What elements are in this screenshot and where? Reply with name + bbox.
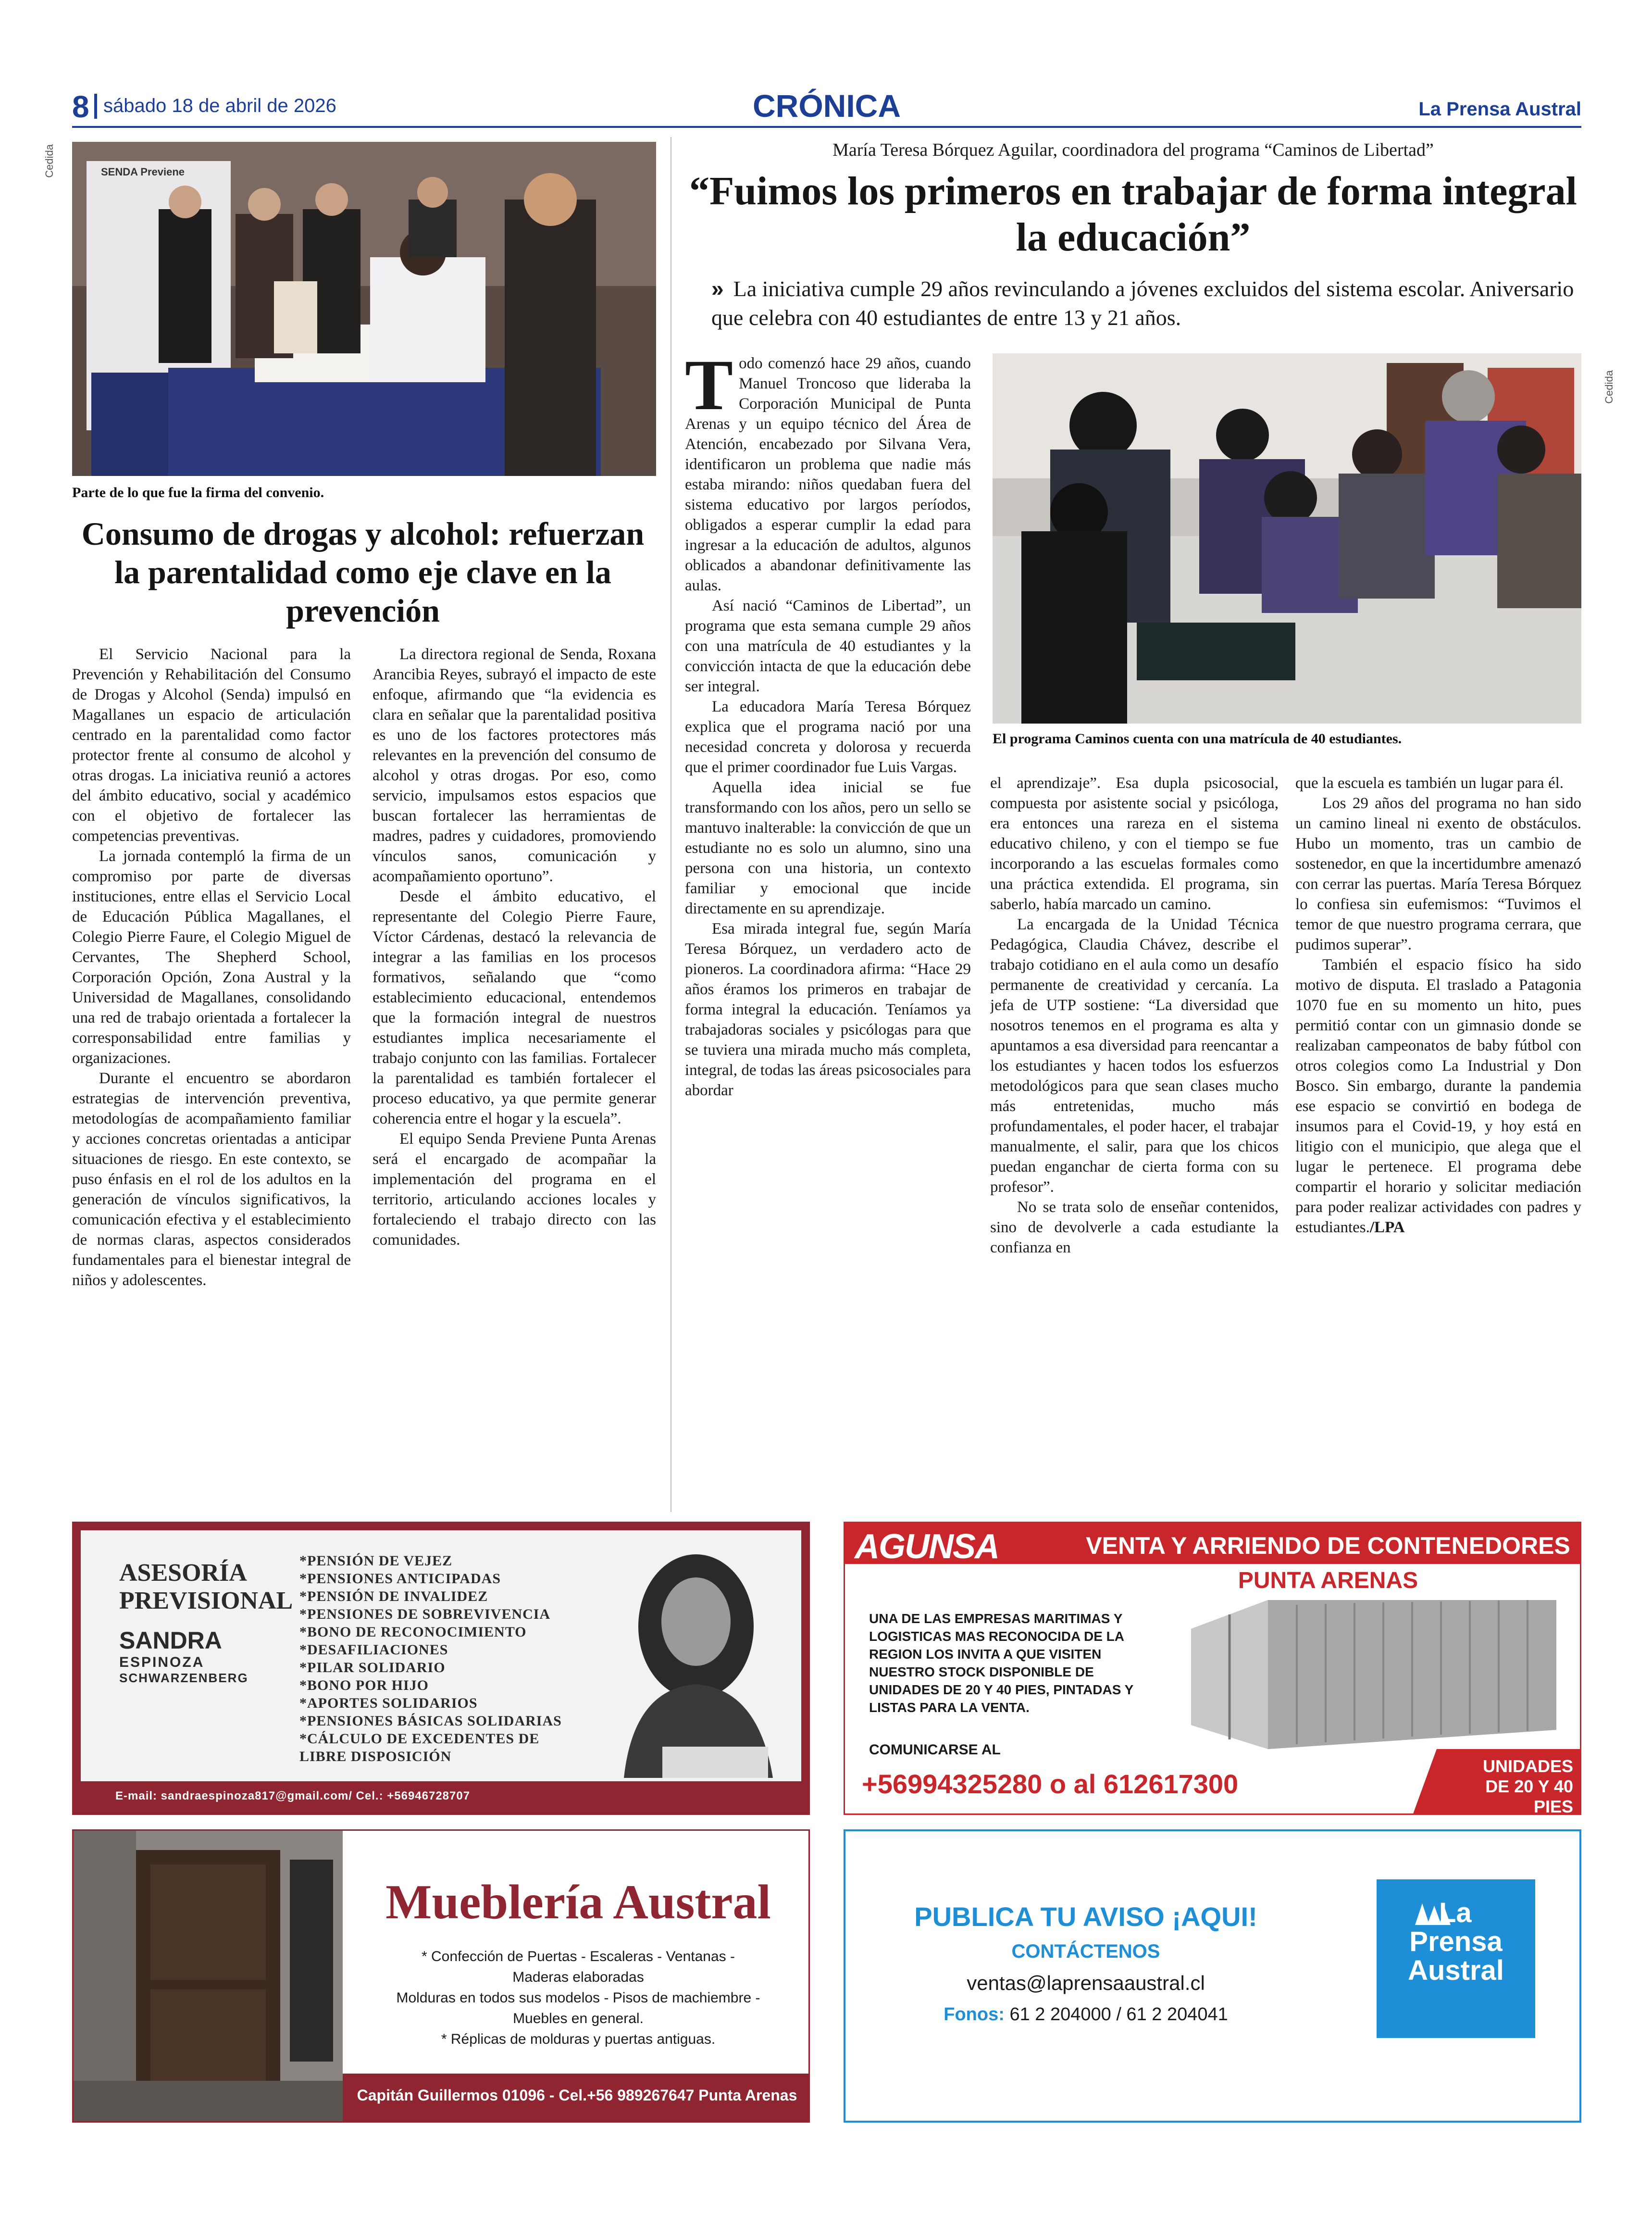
ad-muebleria-austral bbox=[72, 1829, 810, 2123]
right-paragraph: Aquella idea inicial se fue transformando con los años, pero un sello se mantuvo inalterable: la convicción de que un estudiante no es solo un alumno, sino una persona con una historia, un contexto familiar y emocional que incide directamente en su aprendizaje. bbox=[685, 779, 971, 917]
asesoria-title-line1: ASESORÍA bbox=[119, 1559, 247, 1587]
ad-asesoria-panel bbox=[81, 1530, 801, 1781]
right-paragraph bbox=[1295, 955, 1581, 1238]
right-paragraph: Esa mirada integral fue, según María Teresa Bórquez, un verdadero acto de pioneros. La coordinadora afirma: “Hace 29 años éramos los primeros en trabajar de forma integral la educación. Teníamos ya trabajadoras sociales y psicólogas para que se tuviera una mirada mucho más completa, integral, de todas las áreas psicosociales para abordar bbox=[685, 920, 971, 1099]
right-article-column-2 bbox=[990, 773, 1279, 1513]
photo-caminos-classroom bbox=[993, 353, 1581, 724]
agunsa-units-line1: UNIDADES bbox=[1482, 1756, 1573, 1776]
asesoria-title bbox=[119, 1559, 293, 1615]
right-paragraph: Así nació “Caminos de Libertad”, un programa que esta semana cumple 29 años con una matrícula de 40 estudiantes y la convicción intacta de que la educación debe ser integral. bbox=[685, 597, 971, 695]
header-rule bbox=[72, 126, 1581, 128]
asesoria-portrait bbox=[605, 1545, 787, 1778]
left-paragraph: Durante el encuentro se abordaron estrategias de intervención preventiva, metodologías de acompañamiento familiar y acciones concretas orientadas a anticipar situaciones de riesgo. En este contexto, se puso énfasis en el rol de los adultos en la generación de vínculos significativos, la comunicación efectiva y el establecimiento de normas claras, aspectos considerados fundamentales para el bienestar integral de niños y adolescentes. bbox=[72, 1070, 351, 1289]
service-item: *PILAR SOLIDARIO bbox=[299, 1660, 446, 1675]
logo-line3: Austral bbox=[1408, 1955, 1504, 1986]
photo-credit-left: Cedida bbox=[43, 144, 55, 178]
left-article-column-2 bbox=[373, 644, 656, 1510]
logo-line1: La bbox=[1439, 1897, 1472, 1928]
left-headline: Consumo de drogas y alcohol: refuerzan la parentalidad como eje clave en la prevención bbox=[81, 515, 645, 629]
muebleria-line: Maderas elaboradas bbox=[512, 1969, 644, 1985]
right-lead-text: La iniciativa cumple 29 años revinculando a jóvenes excluidos del sistema escolar. Aniversario que celebra con 40 estudiantes de entre 13 y 21 años. bbox=[711, 276, 1574, 330]
banner-senda-text: SENDA Previene bbox=[101, 166, 185, 178]
agunsa-phones: +56994325280 o al 612617300 bbox=[862, 1769, 1239, 1799]
classroom-illustration bbox=[993, 353, 1581, 724]
service-item: *PENSIÓN DE INVALIDEZ bbox=[299, 1588, 488, 1604]
left-article-column-1 bbox=[72, 644, 351, 1510]
asesoria-services-list bbox=[299, 1552, 569, 1765]
left-paragraph: La directora regional de Senda, Roxana Arancibia Reyes, subrayó el impacto de este enfoque, afirmando que “la evidencia es clara en señalar que la parentalidad positiva es uno de los factores protectores más relevantes en la prevención del consumo de alcohol y otras drogas. Por eso, como servicio, impulsamos estos espacios que buscan fortalecer las herramientas de madres, padres y cuidadores, promoviendo vínculos sanos, comunicación y acompañamiento oportuno”. bbox=[373, 646, 656, 885]
left-paragraph: La jornada contempló la firma de un compromiso por parte de diversas instituciones, entre ellas el Servicio Local de Educación Pública Magallanes, el Colegio Pierre Faure, el Colegio Miguel de Cervantes, The Shepherd School, Corporación Opción, Zona Austral y la Universidad de Magallanes, consolidando una red de trabajo orientada a fortalecer la corresponsabilidad entre familias y organizaciones. bbox=[72, 848, 351, 1067]
muebleria-line: Muebles en general. bbox=[513, 2011, 644, 2026]
right-article-column-1 bbox=[685, 353, 971, 1512]
ad-agunsa-contenedores bbox=[844, 1522, 1581, 1815]
muebleria-services bbox=[352, 1946, 804, 2050]
right-paragraph: La encargada de la Unidad Técnica Pedagógica, Claudia Chávez, describe el trabajo cotidiano en el aula como un desafío permanente de creatividad y cercanía. La jefa de UTP sostiene: “La diversidad que nosotros tenemos en el programa es alta y apuntamos a esa diversidad para reencantar a los estudiantes y hacen todos los esfuerzos metodológicos para que sean clases mucho más entretenidas, mucho más profundamentales, el poder hacer, el trabajar manualmente, el salir, para que los chicos puedan enganchar de cierta forma con su profesor”. bbox=[990, 916, 1279, 1196]
service-item: *APORTES SOLIDARIOS bbox=[299, 1695, 478, 1711]
asesoria-name3: SCHWARZENBERG bbox=[119, 1671, 248, 1685]
service-item: *CÁLCULO DE EXCEDENTES DE LIBRE DISPOSICIÓN bbox=[299, 1731, 540, 1764]
prensa-austral-logo bbox=[1377, 1879, 1535, 2038]
page-number: 8 bbox=[72, 89, 89, 124]
asesoria-title-line2: PREVISIONAL bbox=[119, 1587, 293, 1614]
dropcap: T bbox=[685, 353, 733, 425]
publica-title: PUBLICA TU AVISO ¡AQUI! bbox=[914, 1901, 1257, 1932]
logo-line2: Prensa bbox=[1409, 1926, 1503, 1957]
asesoria-name2: ESPINOZA bbox=[119, 1654, 205, 1670]
agunsa-logo: AGUNSA bbox=[855, 1527, 999, 1566]
page-date: sábado 18 de abril de 2026 bbox=[103, 95, 336, 116]
publica-phones-line bbox=[874, 2004, 1297, 2025]
prensa-logo-text bbox=[1377, 1899, 1535, 1985]
left-paragraph: El equipo Senda Previene Punta Arenas será el encargado de acompañar la implementación del programa en el territorio, articulando acciones locales y fortaleciendo el trabajo directo con las comunidades. bbox=[373, 1130, 656, 1249]
right-paragraph-text: odo comenzó hace 29 años, cuando Manuel Troncoso que lideraba la Corporación Municipal de Punta Arenas y un equipo técnico del Área de Atención, encabezado por Silvana Vera, identificaron un problema que nadie más estaba mirando: niños quedaban fuera del sistema educativo por largos períodos, obligados a esperar cumplir la edad para ingresar a la educación de adultos, algunos oblicados a abandonar definitivamente las aulas. bbox=[685, 355, 971, 594]
article-signature: /LPA bbox=[1369, 1219, 1405, 1236]
left-paragraph: El Servicio Nacional para la Prevención y Rehabilitación del Consumo de Drogas y Alcohol (Senda) impulsó en Magallanes un espacio de articulación centrado en la parentalidad como factor protector frente al consumo de alcohol y otras drogas. La iniciativa reunió a actores del ámbito educativo, social y académico con el objetivo de fortalecer las competencias preventivas. bbox=[72, 646, 351, 845]
muebleria-line: * Réplicas de molduras y puertas antiguas. bbox=[441, 2031, 716, 2047]
agunsa-units-line2: DE 20 Y 40 PIES bbox=[1485, 1776, 1573, 1815]
service-item: *PENSIÓN DE VEJEZ bbox=[299, 1553, 453, 1569]
service-item: *DESAFILIACIONES bbox=[299, 1642, 448, 1658]
left-paragraph: Desde el ámbito educativo, el representante del Colegio Pierre Faure, Víctor Cárdenas, destacó la relevancia de integrar a las familias en los procesos formativos, señalando que “como establecimiento educacional, entendemos que la formación integral de nuestros estudiantes implica necesariamente el trabajo conjunto con las familias. Fortalecer la parentalidad es también fortalecer el proceso educativo, ya que permite generar coherencia entre el hogar y la escuela”. bbox=[373, 888, 656, 1127]
right-paragraph-text: También el espacio físico ha sido motivo de disputa. El traslado a Patagonia 1070 fue en su momento un hito, pues permitió contar con un gimnasio donde se realizaban campeonatos de baby fútbol con otros colegios como La Industrial y Don Bosco. Sin embargo, durante la pandemia ese espacio se convirtió en bodega de insumos para el Covid-19, y hoy está en litigio con el municipio, que alega que el lugar le pertenece. El programa debe compartir el horario y solicitar mediación para poder realizar actividades con padres y estudiantes. bbox=[1295, 956, 1581, 1236]
agunsa-units bbox=[1451, 1756, 1573, 1815]
photo-credit-right: Cedida bbox=[1603, 370, 1615, 404]
right-paragraph: el aprendizaje”. Esa dupla psicosocial, compuesta por asistente social y psicóloga, era entonces una rareza en el sistema educativo chileno, y con el tiempo se fue incorporando a las escuelas formales como una práctica extendida. El programa, sin saberlo, había marcado un camino. bbox=[990, 775, 1279, 913]
header-separator bbox=[94, 94, 97, 119]
right-headline: “Fuimos los primeros en trabajar de forma integral la educación” bbox=[689, 169, 1577, 260]
ad-publica-tu-aviso bbox=[844, 1829, 1581, 2123]
signing-illustration bbox=[72, 142, 656, 476]
photo-caption-left: Parte de lo que fue la firma del convenio. bbox=[72, 485, 324, 500]
right-paragraph: La educadora María Teresa Bórquez explica que el programa nació por una necesidad concreta y dolorosa y recuerda que el primer coordinador fue Luis Vargas. bbox=[685, 698, 971, 776]
door-illustration bbox=[74, 1831, 343, 2121]
publica-phones: 61 2 204000 / 61 2 204041 bbox=[1009, 2004, 1228, 2025]
asesoria-name1: SANDRA bbox=[119, 1627, 222, 1654]
right-article-column-3 bbox=[1295, 773, 1581, 1513]
service-item: *BONO POR HIJO bbox=[299, 1677, 429, 1693]
muebleria-line: * Confección de Puertas - Escaleras - Ventanas - bbox=[421, 1949, 735, 1964]
publica-email[interactable]: ventas@laprensaaustral.cl bbox=[967, 1972, 1205, 1994]
service-item: *PENSIONES ANTICIPADAS bbox=[299, 1571, 501, 1587]
service-item: *BONO DE RECONOCIMIENTO bbox=[299, 1624, 527, 1640]
muebleria-footer: Capitán Guillermos 01096 - Cel.+56 989267647 Punta Arenas bbox=[357, 2087, 797, 2104]
muebleria-name: Mueblería Austral bbox=[385, 1875, 771, 1929]
agunsa-text: UNA DE LAS EMPRESAS MARITIMAS Y LOGISTICAS MAS RECONOCIDA DE LA REGION LOS INVITA A QUE VISITEN NUESTRO STOCK DISPONIBLE DE UNIDADES DE 20 Y 40 PIES, PINTADAS Y LISTAS PARA LA VENTA. bbox=[869, 1611, 1133, 1715]
photo-convenio-signing bbox=[72, 142, 656, 476]
ad-asesoria-previsional bbox=[72, 1522, 810, 1815]
asesoria-contact: E-mail: sandraespinoza817@gmail.com/ Cel.: +56946728707 bbox=[115, 1789, 471, 1802]
right-lead bbox=[711, 274, 1577, 332]
agunsa-city: PUNTA ARENAS bbox=[1238, 1568, 1418, 1593]
newspaper-brand: La Prensa Austral bbox=[1418, 99, 1581, 120]
lead-marker-icon: » bbox=[711, 276, 724, 301]
muebleria-line: Molduras en todos sus modelos - Pisos de machiembre - bbox=[396, 1990, 760, 2006]
asesoria-name bbox=[119, 1626, 248, 1686]
publica-phones-label: Fonos: bbox=[944, 2004, 1005, 2025]
right-paragraph: No se trata solo de enseñar contenidos, sino de devolverle a cada estudiante la confianza en bbox=[990, 1199, 1279, 1256]
publica-sub: CONTÁCTENOS bbox=[1011, 1941, 1160, 1962]
right-paragraph: Los 29 años del programa no han sido un camino lineal ni exento de obstáculos. Hubo un momento, tras un cambio de sostenedor, en que la incertidumbre amenazó con cerrar las puertas. María Teresa Bórquez lo confiesa sin eufemismos: “Tuvimos el temor de que nuestro programa cerrara, que pudimos superar”. bbox=[1295, 795, 1581, 953]
service-item: *PENSIONES BÁSICAS SOLIDARIAS bbox=[299, 1713, 562, 1729]
section-title: CRÓNICA bbox=[753, 88, 901, 124]
container-illustration bbox=[1181, 1595, 1556, 1754]
agunsa-cta: COMUNICARSE AL bbox=[869, 1742, 1001, 1758]
service-item: *PENSIONES DE SOBREVIVENCIA bbox=[299, 1606, 551, 1622]
photo-caption-right: El programa Caminos cuenta con una matrícula de 40 estudiantes. bbox=[993, 731, 1402, 747]
right-kicker: María Teresa Bórquez Aguilar, coordinadora del programa “Caminos de Libertad” bbox=[832, 140, 1434, 160]
right-paragraph: que la escuela es también un lugar para él. bbox=[1295, 775, 1564, 792]
right-paragraph bbox=[685, 353, 971, 596]
agunsa-title: VENTA Y ARRIENDO DE CONTENEDORES bbox=[1086, 1532, 1570, 1559]
